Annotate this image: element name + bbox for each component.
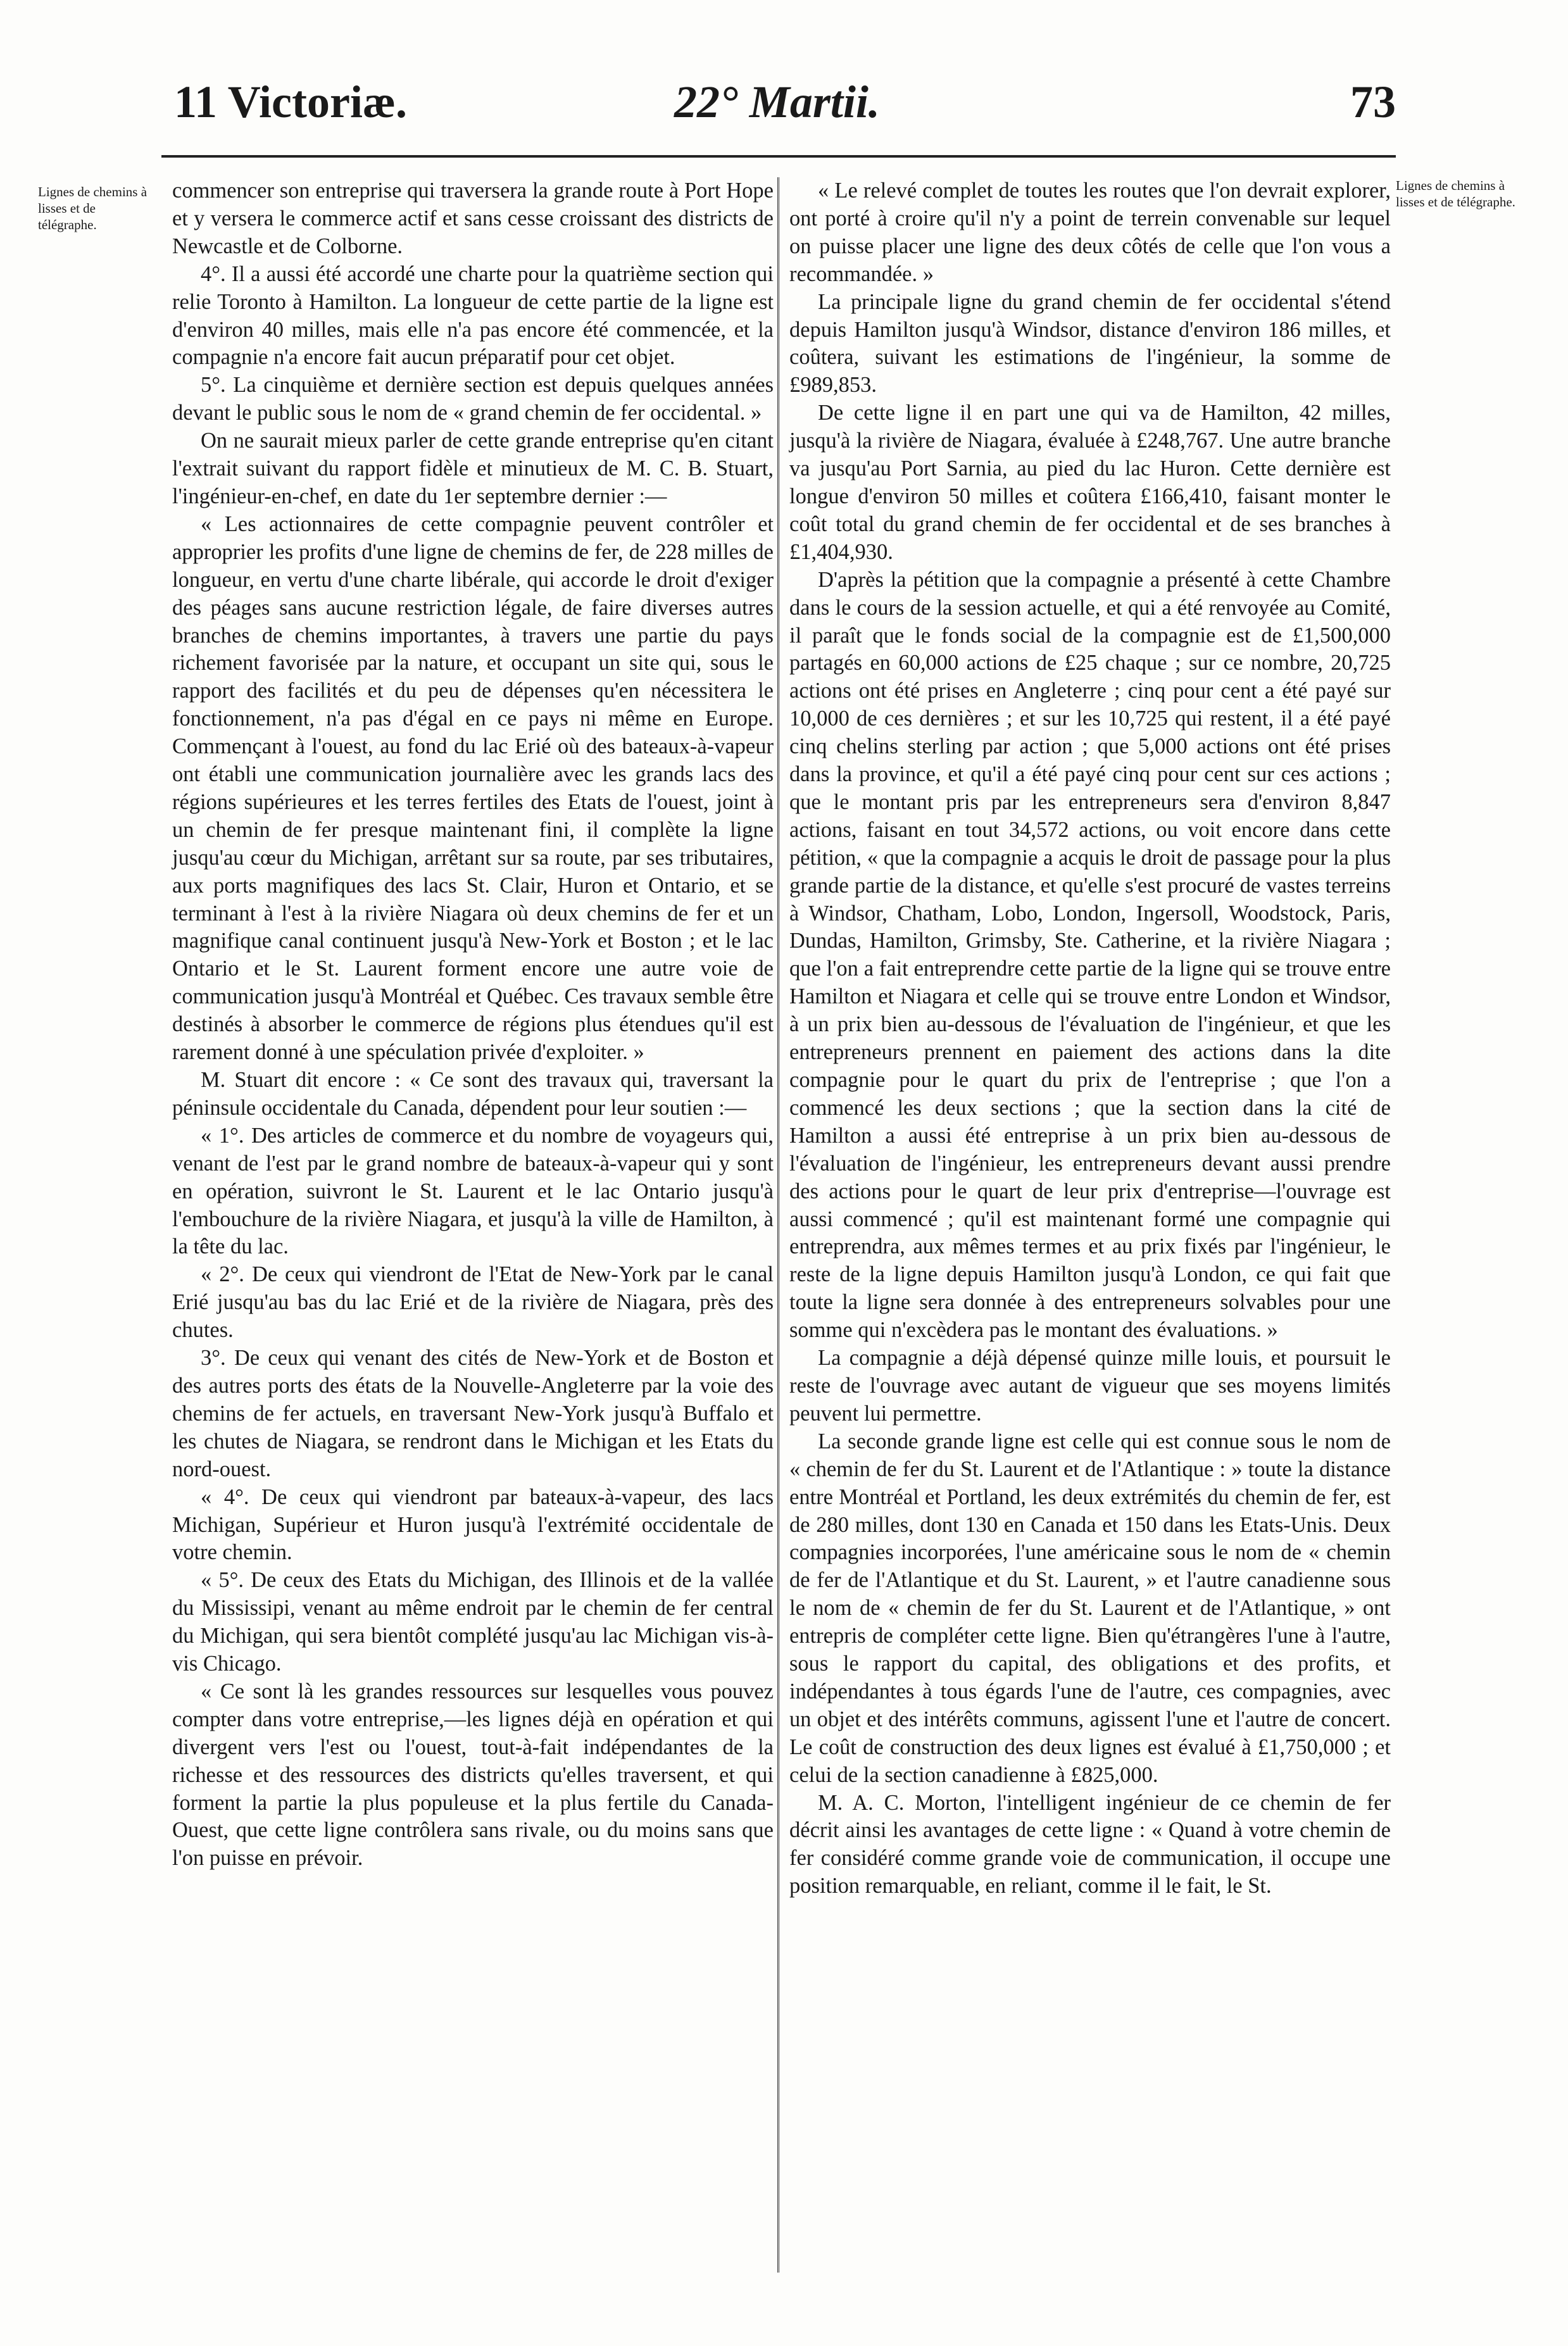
page-number: 73 xyxy=(1350,77,1396,127)
paragraph: « Ce sont là les grandes ressources sur lesquelles vous pouvez compter dans votre entreprise,—les lignes déjà en opération et qui divergent vers l'est ou l'ouest, tout-à-fait indépendantes de la richesse et des ressources des districts qu'elles traversent, et qui forment la partie la plus populeuse et la plus fertile du Canada-Ouest, que cette ligne contrôlera sans rivale, ou du moins sans que l'on puisse en prévoir. xyxy=(172,1679,774,1871)
paragraph: « 4°. De ceux qui viendront par bateaux-à-vapeur, des lacs Michigan, Supérieur et Huron jusqu'à l'extrémité occidentale de votre chemin. xyxy=(172,1484,774,1565)
paragraph: De cette ligne il en part une qui va de Hamilton, 42 milles, jusqu'à la rivière de Niagara, évaluée à £248,767. Une autre branche va jusqu'au Port Sarnia, au pied du lac Huron. Cette dernière est longue d'environ 50 milles et coûtera £166,410, faisant monter le coût total du grand chemin de fer occidental et de ses branches à £1,404,930. xyxy=(789,401,1391,564)
paragraph: La principale ligne du grand chemin de fer occidental s'étend depuis Hamilton jusqu'à Windsor, distance d'environ 186 milles, et coûtera, suivant les estimations de l'ingénieur, la somme de £989,853. xyxy=(789,289,1391,398)
paragraph: « 5°. De ceux des Etats du Michigan, des Illinois et de la vallée du Mississipi, venant au même endroit par le chemin de fer central du Michigan, qui sera bientôt complété jusqu'au lac Michigan vis-à-vis Chicago. xyxy=(172,1568,774,1676)
paragraph: M. Stuart dit encore : « Ce sont des travaux qui, traversant la péninsule occidentale du Canada, dépendent pour leur soutien :— xyxy=(172,1068,774,1120)
paragraph: « 1°. Des articles de commerce et du nombre de voyageurs qui, venant de l'est par le grand nombre de bateaux-à-vapeur qui y sont en opération, suivront le St. Laurent et le lac Ontario jusqu'à l'embouchure de la rivière Niagara, et jusqu'à la ville de Hamilton, à la tête du lac. xyxy=(172,1123,774,1259)
header-rule xyxy=(161,155,1396,158)
paragraph: « Les actionnaires de cette compagnie peuvent contrôler et approprier les profits d'une ligne de chemins de fer, de 228 milles de longueur, en vertu d'une charte libérale, qui accorde le droit d'exiger des péages sans aucune restriction légale, de faire diverses autres branches de chemins importantes, à travers une partie du pays richement favorisée par la nature, et occupant un site qui, sous le rapport des facilités et du peu de dépenses qu'en nécessitera le fonctionnement, n'a pas d'égal en ce pays ni même en Europe. Commençant à l'ouest, au fond du lac Erié où des bateaux-à-vapeur ont établi une communication journalière avec les grands lacs des régions supérieures et les terres fertiles des Etats de l'ouest, joint à un chemin de fer presque maintenant fini, il complète la ligne jusqu'au cœur du Michigan, arrêtant sur sa route, par ses tributaires, aux ports magnifiques des lacs St. Clair, Huron et Ontario, et se terminant à l'est à la rivière Niagara où deux chemins de fer et un magnifique canal continuent jusqu'à New-York et Boston ; et le lac Ontario et le St. Laurent forment encore une autre voie de communication jusqu'à Montréal et Québec. Ces travaux semble être destinés à absorber le commerce de régions plus étendues qu'il est rarement donné à une spéculation privée d'exploiter. » xyxy=(172,511,774,1065)
left-column xyxy=(172,177,774,1872)
paragraph: « Le relevé complet de toutes les routes que l'on devrait explorer, ont porté à croire qu'il n'y a point de terrein convenable sur lequel on puisse placer une ligne des deux côtés de celle que l'on vous a recommandée. » xyxy=(789,179,1391,286)
column-divider xyxy=(777,177,779,2273)
paragraph: M. A. C. Morton, l'intelligent ingénieur de ce chemin de fer décrit ainsi les avantages de cette ligne : « Quand à votre chemin de fer considéré comme grande voie de communication, il occupe une position remarquable, en reliant, comme il le fait, le St. xyxy=(789,1790,1391,1898)
margin-note-left: Lignes de chemins à lisses et de télégraphe. xyxy=(38,184,147,232)
paragraph: « 2°. De ceux qui viendront de l'Etat de New-York par le canal Erié jusqu'au bas du lac Erié et de la rivière de Niagara, près des chutes. xyxy=(172,1262,774,1343)
header-regnal-year: 11 Victoriæ. xyxy=(174,77,407,127)
header-date: 22° Martii. xyxy=(674,77,880,127)
paragraph: La seconde grande ligne est celle qui est connue sous le nom de « chemin de fer du St. Laurent et de l'Atlantique : » toute la distance entre Montréal et Portland, les deux extrémités du chemin de fer, est de 280 milles, dont 130 en Canada et 150 dans les Etats-Unis. Deux compagnies incorporées, l'une américaine sous le nom de « chemin de fer de l'Atlantique et du St. Laurent, » et l'autre canadienne sous le nom de « chemin de fer du St. Laurent et de l'Atlantique, » ont entrepris de compléter cette ligne. Bien qu'étrangères l'une à l'autre, sous le rapport du capital, des obligations et des profits, et indépendantes à tous égards l'une de l'autre, ces compagnies, avec un objet et des intérêts communs, agissent l'une et l'autre de concert. Le coût de construction des deux lignes est évalué à £1,750,000 ; et celui de la section canadienne à £825,000. xyxy=(789,1429,1391,1787)
paragraph: 5°. La cinquième et dernière section est depuis quelques années devant le public sous le nom de « grand chemin de fer occidental. » xyxy=(172,373,774,425)
right-column xyxy=(789,177,1391,1900)
running-header xyxy=(161,76,1396,146)
paragraph: commencer son entreprise qui traversera la grande route à Port Hope et y versera le commerce actif et sans cesse croissant des districts de Newcastle et de Colborne. xyxy=(172,179,774,258)
paragraph: On ne saurait mieux parler de cette grande entreprise qu'en citant l'extrait suivant du rapport fidèle et minutieux de M. C. B. Stuart, l'ingénieur-en-chef, en date du 1er septembre dernier :— xyxy=(172,429,774,508)
paragraph: D'après la pétition que la compagnie a présenté à cette Chambre dans le cours de la session actuelle, et qui a été renvoyée au Comité, il paraît que le fonds social de la compagnie est de £1,500,000 partagés en 60,000 actions de £25 chaque ; sur ce nombre, 20,725 actions ont été prises en Angleterre ; cinq pour cent a été payé sur 10,000 de ces dernières ; et sur les 10,725 qui restent, il a été payé cinq chelins sterling par action ; que 5,000 actions ont été prises dans la province, et qu'il a été payé cinq pour cent sur ces actions ; que le montant pris par les entrepreneurs sera d'environ 8,847 actions, faisant en tout 34,572 actions, ou voit encore dans cette pétition, « que la compagnie a acquis le droit de passage pour la plus grande partie de la distance, et qu'elle s'est procuré de vastes terreins à Windsor, Chatham, Lobo, London, Ingersoll, Woodstock, Paris, Dundas, Hamilton, Grimsby, Ste. Catherine, et la rivière Niagara ; que l'on a fait entreprendre cette partie de la ligne qui se trouve entre Hamilton et Niagara et celle qui se trouve entre London et Windsor, à un prix bien au-dessous de l'évaluation de l'ingénieur, et que les entrepreneurs prennent en paiement des actions dans la dite compagnie pour le quart du prix de l'entreprise ; que l'on a commencé les deux sections ; que la section dans la cité de Hamilton a aussi été entreprise à un prix bien au-dessous de l'évaluation de l'ingénieur, les entrepreneurs devant aussi prendre des actions pour le quart de leur prix d'entreprise—l'ouvrage est aussi commencé ; qu'il est maintenant formé une compagnie qui entreprendra, aux mêmes termes et au prix fixés par l'ingénieur, le reste de la ligne depuis Hamilton jusqu'à London, ce qui fait que toute la ligne sera donnée à des entrepreneurs solvables pour une somme qui n'excèdera pas le montant des évaluations. » xyxy=(789,567,1391,1343)
margin-note-right: Lignes de chemins à lisses et de télégraphe. xyxy=(1396,178,1515,210)
paragraph: La compagnie a déjà dépensé quinze mille louis, et poursuit le reste de l'ouvrage avec autant de vigueur que ses moyens limités peuvent lui permettre. xyxy=(789,1346,1391,1426)
paragraph: 3°. De ceux qui venant des cités de New-York et de Boston et des autres ports des états de la Nouvelle-Angleterre par la voie des chemins de fer actuels, en traversant New-York jusqu'à Buffalo et les chutes de Niagara, se rendront dans le Michigan et les Etats du nord-ouest. xyxy=(172,1346,774,1481)
paragraph: 4°. Il a aussi été accordé une charte pour la quatrième section qui relie Toronto à Hamilton. La longueur de cette partie de la ligne est d'environ 40 milles, mais elle n'a pas encore été commencée, et la compagnie n'a encore fait aucun préparatif pour cet objet. xyxy=(172,261,774,370)
